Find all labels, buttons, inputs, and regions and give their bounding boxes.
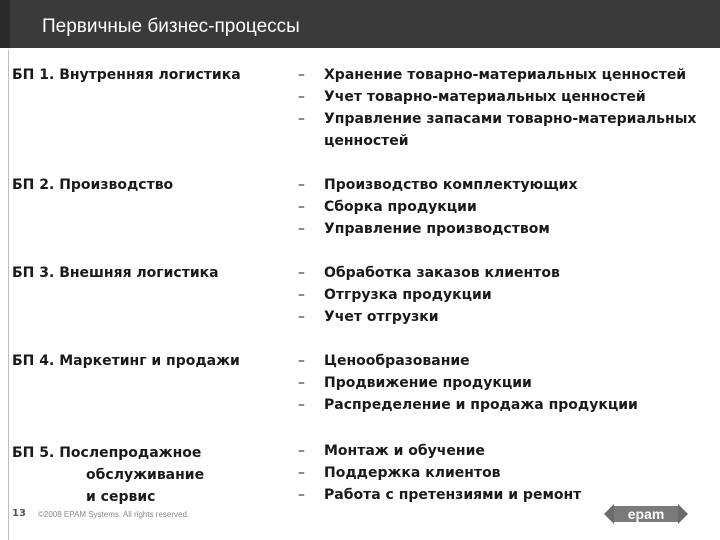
epam-logo — [604, 502, 688, 526]
subprocess-item — [294, 462, 714, 484]
subprocess-label: Распределение и продажа продукции — [324, 397, 638, 413]
subprocess-item — [294, 306, 714, 328]
subprocess-label: Отгрузка продукции — [324, 287, 492, 303]
header-divider — [0, 48, 720, 50]
process-5-title-line: БП 5. Послепродажное — [12, 445, 202, 461]
process-1-title-line: БП 1. Внутренняя логистика — [12, 67, 241, 83]
dash-bullet: – — [298, 199, 305, 215]
subprocess-item — [294, 196, 714, 218]
logo-text: epam — [627, 506, 665, 522]
subprocess-label: Хранение товарно-материальных ценностей — [324, 67, 687, 83]
subprocess-item — [294, 350, 714, 372]
subprocess-item — [294, 284, 714, 306]
subprocess-item — [294, 64, 714, 86]
process-4-title — [12, 350, 282, 372]
process-2-subprocesses — [294, 174, 714, 240]
subprocess-label: Производство комплектующих — [324, 177, 578, 193]
subprocess-label: Сборка продукции — [324, 199, 477, 215]
process-5-title-line: обслуживание — [86, 467, 205, 483]
copyright-notice: ©2008 EPAM Systems. All rights reserved. — [38, 510, 190, 519]
process-1-title — [12, 64, 282, 86]
dash-bullet: – — [298, 287, 305, 303]
subprocess-label: Обработка заказов клиентов — [324, 265, 560, 281]
dash-bullet: – — [298, 465, 305, 481]
process-5-title — [12, 442, 282, 508]
subprocess-item — [294, 86, 714, 108]
subprocess-label: Работа с претензиями и ремонт — [324, 487, 582, 503]
process-5-title-line: и сервис — [86, 489, 156, 505]
process-3-subprocesses — [294, 262, 714, 328]
dash-bullet: – — [298, 177, 305, 193]
subprocess-label: Управление производством — [324, 221, 550, 237]
left-margin-rule — [8, 50, 9, 540]
process-4-title-line: БП 4. Маркетинг и продажи — [12, 353, 240, 369]
subprocess-label: Продвижение продукции — [324, 375, 532, 391]
subprocess-label: Учет отгрузки — [324, 309, 439, 325]
process-5-subprocesses — [294, 440, 714, 506]
subprocess-label: Монтаж и обучение — [324, 443, 485, 459]
subprocess-item — [294, 218, 714, 240]
subprocess-item — [294, 440, 714, 462]
dash-bullet: – — [298, 487, 305, 503]
page-number: 13 — [12, 508, 26, 519]
process-3-title-line: БП 3. Внешняя логистика — [12, 265, 219, 281]
subprocess-item — [294, 372, 714, 394]
subprocess-item — [294, 394, 714, 416]
page-title: Первичные бизнес-процессы — [42, 16, 300, 37]
process-2-title — [12, 174, 282, 196]
dash-bullet: – — [298, 111, 305, 127]
subprocess-item — [294, 108, 714, 152]
process-1-subprocesses — [294, 64, 714, 152]
dash-bullet: – — [298, 397, 305, 413]
process-4-subprocesses — [294, 350, 714, 416]
process-3-title — [12, 262, 282, 284]
dash-bullet: – — [298, 375, 305, 391]
dash-bullet: – — [298, 221, 305, 237]
dash-bullet: – — [298, 67, 305, 83]
subprocess-item — [294, 262, 714, 284]
dash-bullet: – — [298, 353, 305, 369]
slide-header — [0, 0, 720, 50]
dash-bullet: – — [298, 309, 305, 325]
process-2-title-line: БП 2. Производство — [12, 177, 174, 193]
subprocess-label: Учет товарно-материальных ценностей — [324, 89, 646, 105]
dash-bullet: – — [298, 443, 305, 459]
dash-bullet: – — [298, 265, 305, 281]
header-accent — [0, 0, 10, 50]
subprocess-label: Управление запасами товарно-материальных ценностей — [324, 111, 697, 149]
dash-bullet: – — [298, 89, 305, 105]
subprocess-label: Ценообразование — [324, 353, 470, 369]
subprocess-label: Поддержка клиентов — [324, 465, 501, 481]
subprocess-item — [294, 174, 714, 196]
